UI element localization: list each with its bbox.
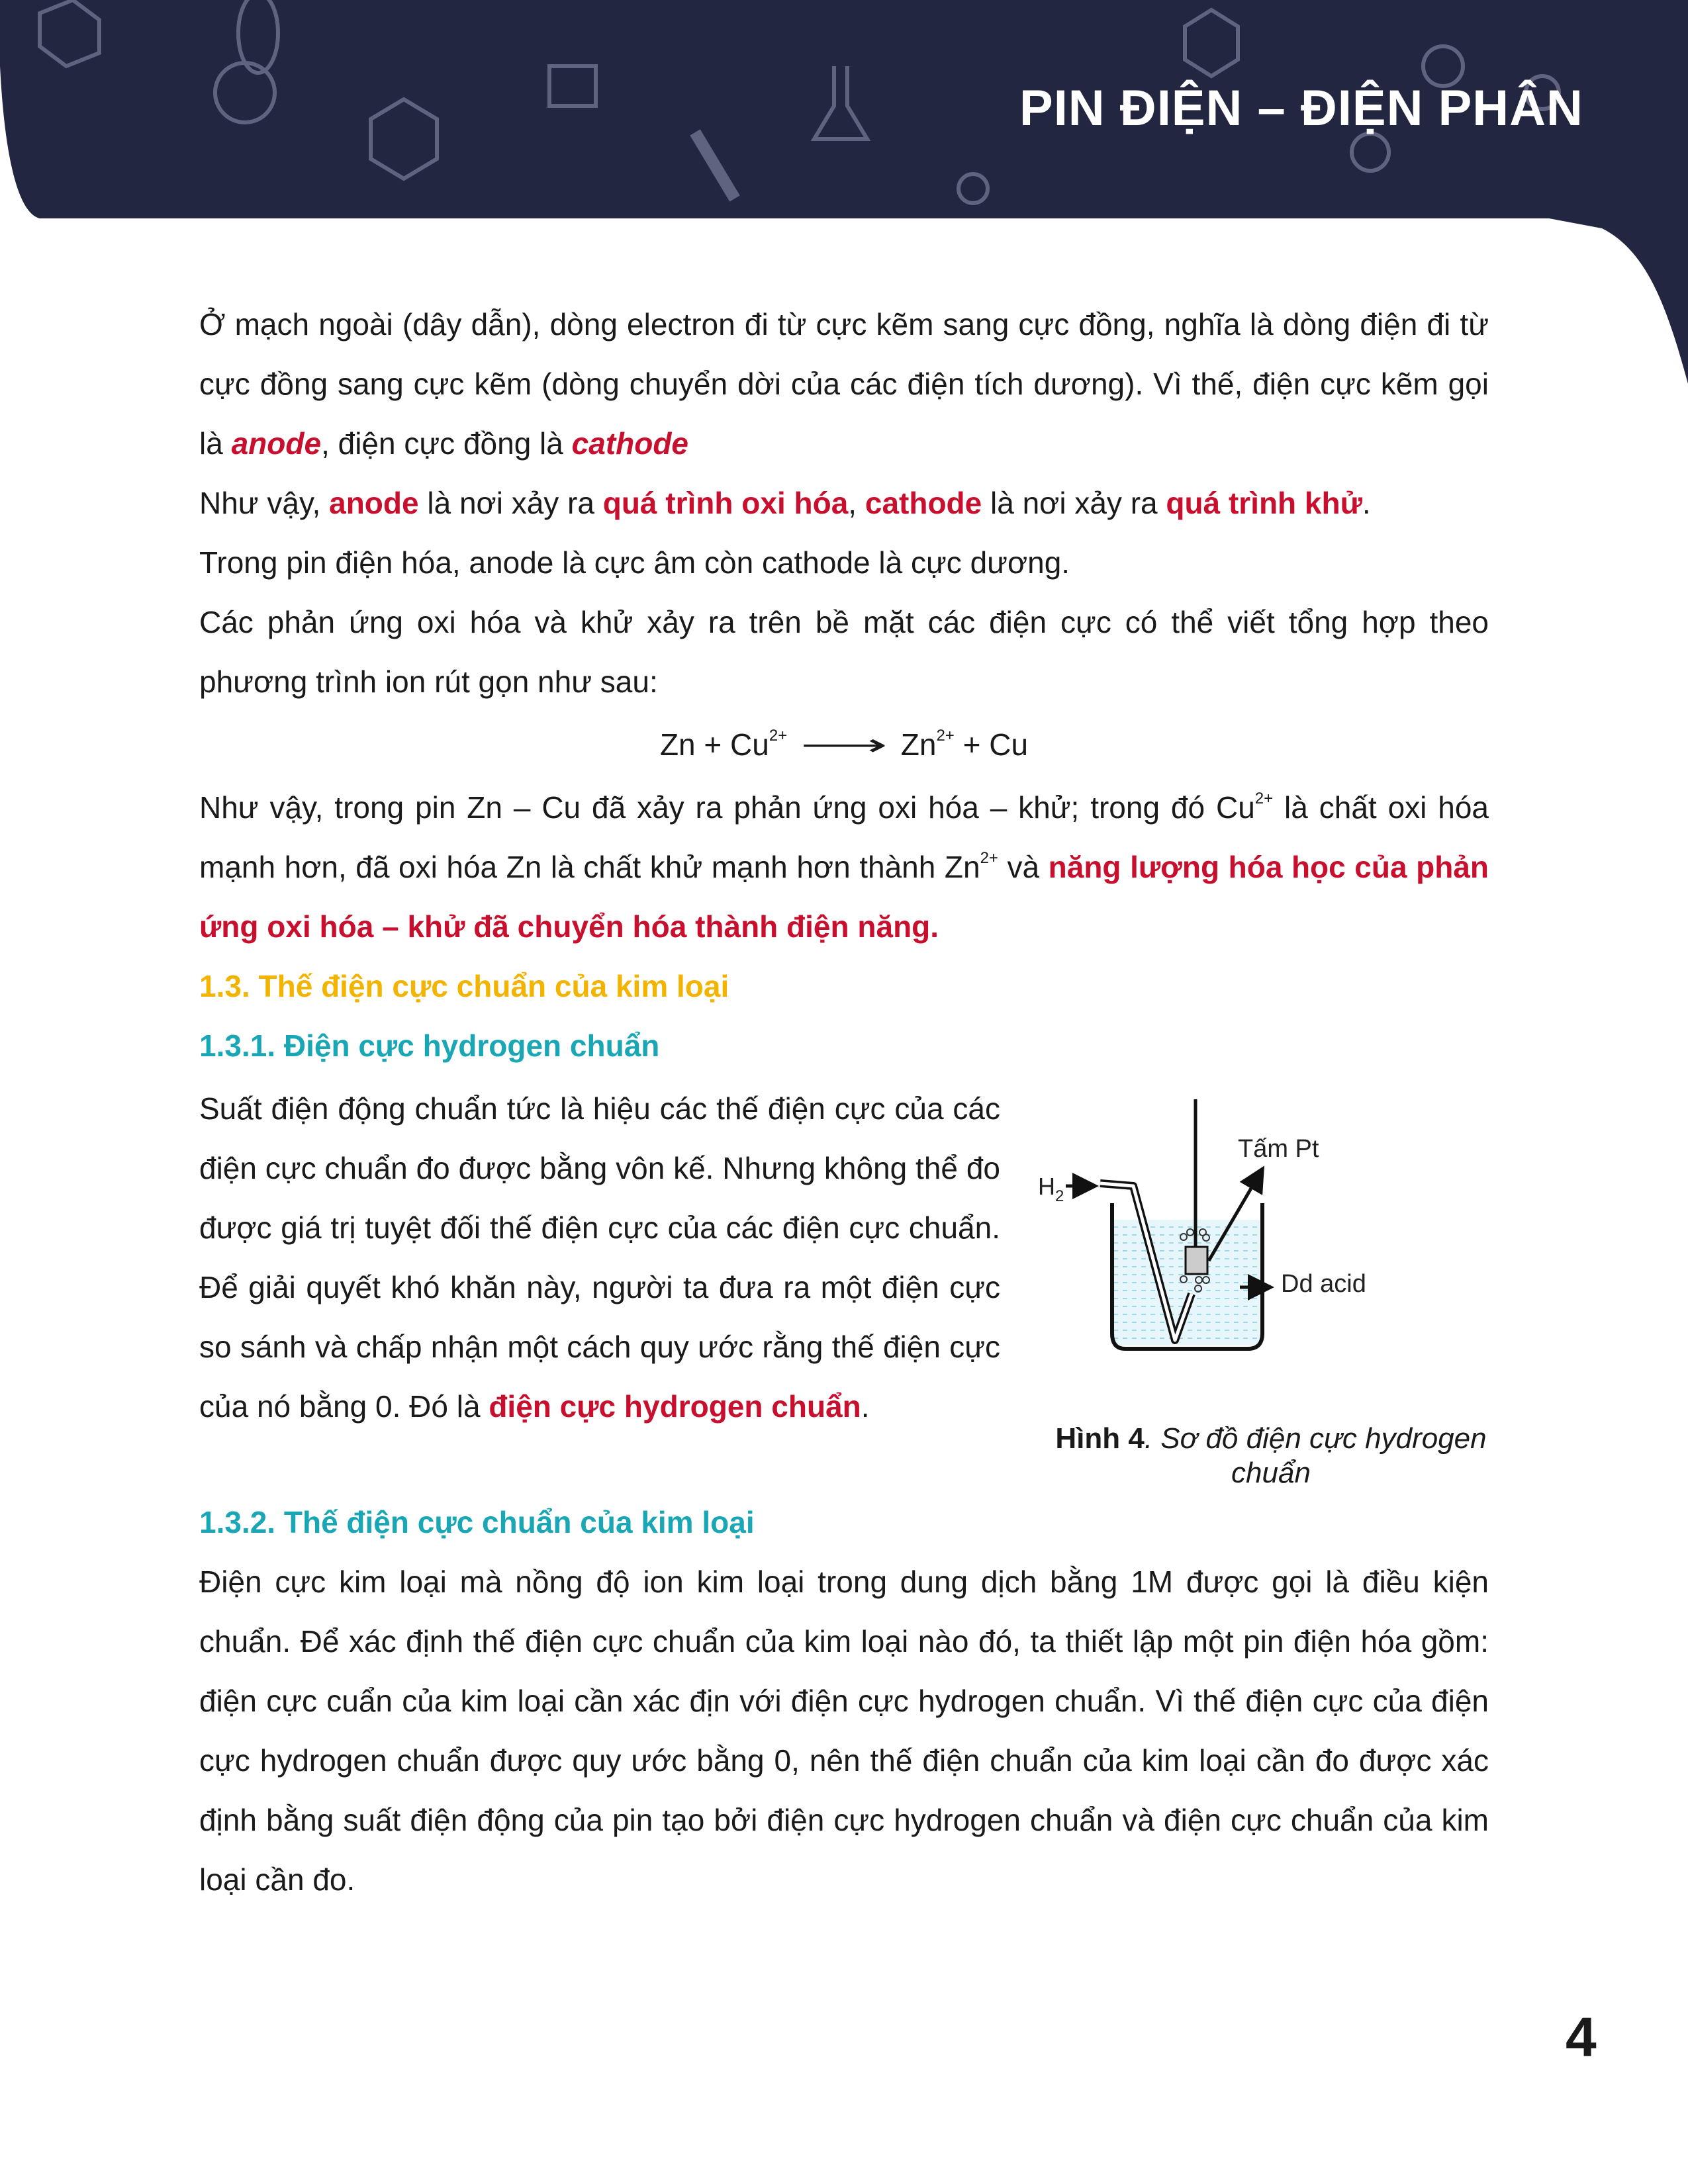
reduction-term: quá trình khử [1166,486,1362,520]
oxidation-term: quá trình oxi hóa [602,486,849,520]
text: Như vậy, [199,486,330,520]
text: , [848,486,865,520]
equation-right-end: + Cu [954,727,1029,762]
text: , điện cực đồng là [321,426,572,461]
heading-1-3: 1.3. Thế điện cực chuẩn của kim loại [199,969,729,1003]
hydrogen-electrode-paragraph [199,1079,1000,1436]
page-number: 4 [1566,2006,1597,2068]
svg-text:H2 [1038,1173,1064,1205]
charge: 2+ [769,727,788,745]
page-title: PIN ĐIỆN – ĐIỆN PHÂN [1019,80,1583,136]
paragraph-electron-flow [199,295,1489,473]
pt-label: Tấm Pt [1238,1135,1319,1163]
platinum-plate [1186,1247,1207,1274]
h2-label: H [1038,1173,1055,1200]
text: là nơi xảy ra [418,486,603,520]
text: . [1362,486,1371,520]
hydrogen-electrode-term: điện cực hydrogen chuẩn [489,1389,861,1424]
equation-right: Zn [900,727,937,762]
text: và [998,850,1049,884]
standard-potential-section [199,1492,1489,1909]
text: . [861,1389,870,1424]
text: Như vậy, trong pin Zn – Cu đã xảy ra phản ứng oxi hóa – khử; trong đó Cu [199,790,1255,825]
cathode-term: cathode [571,426,689,461]
text: là nơi xảy ra [982,486,1166,520]
anode-term: anode [231,426,322,461]
heading-1-3-2: 1.3.2. Thế điện cực chuẩn của kim loại [199,1505,755,1539]
paragraph-anode-cathode [199,473,1489,533]
caption-text: . Sơ đồ điện cực hydrogen chuẩn [1144,1422,1487,1489]
intro-section [199,295,1489,1075]
paragraph-standard-potential: Điện cực kim loại mà nồng độ ion kim loại trong dung dịch bằng 1M được gọi là điều kiện chuẩn. Để xác định thế điện cực chuẩn của kim loại nào đó, ta thiết lập một pin điện hóa gồm: điện cực cuẩn của kim loại cần xác địn với điện cực hydrogen chuẩn. Vì thế điện cực của điện cực hydrogen chuẩn được quy ước bằng 0, nên thế điện chuẩn của kim loại cần đo được xác định bằng suất điện động của pin tạo bởi điện cực hydrogen chuẩn và điện cực chuẩn của kim loại cần đo. [199,1565,1489,1897]
paragraph [199,1079,1000,1436]
anode-term: anode [329,486,419,520]
equation-left: Zn + Cu [659,727,769,762]
charge: 2+ [936,727,955,745]
energy-conversion-term: năng lượng hóa học của phản ứng oxi hóa – khử đã chuyển hóa thành điện năng. [199,850,1489,944]
heading-1-3-1: 1.3.1. Điện cực hydrogen chuẩn [199,1028,660,1063]
caption-label: Hình 4 [1055,1422,1145,1455]
cathode-term: cathode [865,486,982,520]
paragraph-conclusion [199,778,1489,956]
charge: 2+ [1254,790,1274,807]
paragraph-reactions: Các phản ứng oxi hóa và khử xảy ra trên bề mặt các điện cực có thể viết tổng hợp theo phương trình ion rút gọn như sau: [199,605,1489,699]
h2-subscript: 2 [1055,1187,1064,1205]
acid-label: Dd acid [1281,1270,1366,1298]
reaction-equation [199,711,1489,778]
text: Ở mạch ngoài (dây dẫn), dòng electron đi từ cực kẽm sang cực đồng, nghĩa là dòng điện đi từ cực đồng sang cực kẽm (dòng chuyển dời của các điện tích dương). Vì thế, điện cực kẽm gọi là [199,307,1489,461]
charge: 2+ [980,849,998,867]
text: là chất oxi hóa mạnh hơn, đã oxi hóa Zn là chất khử mạnh hơn thành Zn [199,790,1489,884]
paragraph-poles: Trong pin điện hóa, anode là cực âm còn cathode là cực dương. [199,545,1070,580]
figure-caption [1033,1422,1509,1490]
text: Suất điện động chuẩn tức là hiệu các thế điện cực của các điện cực chuẩn đo được bằng vôn kế. Nhưng không thể đo được giá trị tuyệt đối thế điện cực của các điện cực chuẩn. Để giải quyết khó khăn này, người ta đưa ra một điện cực so sánh và chấp nhận một cách quy ước rằng thế điện cực của nó bằng 0. Đó là [199,1091,1000,1424]
arrow-icon: ⟶ [800,727,888,762]
